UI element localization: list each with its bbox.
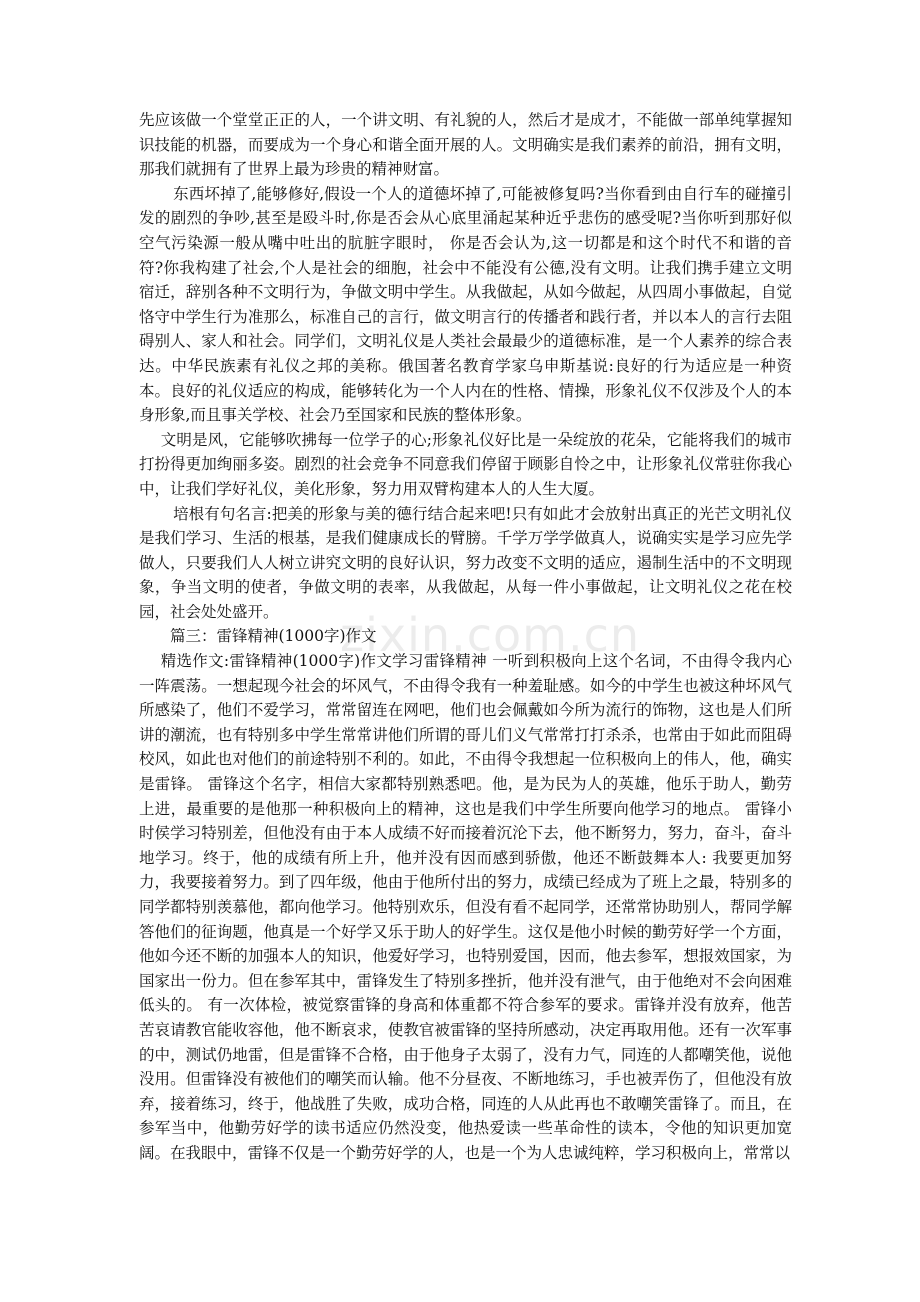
paragraph-3: 文明是风，它能够吹拂每一位学子的心;形象礼仪好比是一朵绽放的花朵，它能将我们的城市打扮得更加绚丽多姿。剧烈的社会竞争不同意我们停留于顾影自怜之中，让形象礼仪常驻你我心中，让我们学好礼仪，美化形象，努力用双臂构建本人的人生大厦。 [139,430,792,498]
paragraph-2: 东西坏掉了,能够修好,假设一个人的道德坏掉了,可能被修复吗?当你看到由自行车的碰撞引发的剧烈的争吵,甚至是殴斗时,你是否会从心底里涌起某种近乎悲伤的感受呢?当你听到那好似空气污染源一般从嘴中吐出的肮脏字眼时， 你是否会认为,这一切都是和这个时代不和谐的音符?你我构建了社会,个人是社会的细胞，社会中不能没有公德,没有文明。让我们携手建立文明宿迁，辞别各种不文明行为，争做文明中学生。从我做起，从如今做起，从四周小事做起，自觉恪守中学生行为准那么，标准自己的言行，做文明言行的传播者和践行者，并以本人的言行去阻碍别人、家人和社会。同学们，文明礼仪是人类社会最最少的道德标准，是一个人素养的综合表达。中华民族素有礼仪之邦的美称。俄国著名教育学家乌申斯基说:良好的行为适应是一种资本。良好的礼仪适应的构成，能够转化为一个人内在的性格、情操，形象礼仪不仅涉及个人的本身形象,而且事关学校、社会乃至国家和民族的整体形象。 [139,184,792,425]
watermark: zixin.com.cn [340,608,641,662]
section-paragraph: 精选作文:雷锋精神(1000字)作文学习雷锋精神 一听到积极向上这个名词，不由得令我内心一阵震荡。一想起现今社会的坏风气，不由得令我有一种羞耻感。如今的中学生也被这种坏风气所感染了，他们不爱学习，常常留连在网吧，他们也会佩戴如今所为流行的饰物，这也是人们所讲的潮流，也有特别多中学生常常讲他们所谓的哥儿们义气常常打打杀杀，也常由于如此而阻碍校风，如此也对他们的前途特别不利的。如此，不由得令我想起一位积极向上的伟人，他，确实是雷锋。 雷锋这个名字，相信大家都特别熟悉吧。他，是为民为人的英雄，他乐于助人，勤劳上进，最重要的是他那一种积极向上的精神，这也是我们中学生所要向他学习的地点。 雷锋小时侯学习特别差，但他没有由于本人成绩不好而接着沉沦下去，他不断努力，努力，奋斗，奋斗地学习。终于，他的成绩有所上升，他并没有因而感到骄傲，他还不断鼓舞本人: 我要更加努力，我要接着努力。到了四年级，他由于他所付出的努力，成绩已经成为了班上之最，特别多的同学都特别羡慕他，都向他学习。他特别欢乐，但没有看不起同学，还常常协助别人，帮同学解答他们的征询题，他真是一个好学又乐于助人的好学生。这仅是他小时候的勤劳好学一个方面，他如今还不断的加强本人的知识，他爱好学习，也特别爱国，因而，他去参军，想报效国家，为国家出一份力。但在参军其中，雷锋发生了特别多挫折，他并没有泄气，由于他绝对不会向困难低头的。 有一次体检，被觉察雷锋的身高和体重都不符合参军的要求。雷锋并没有放弃，他苦苦哀请教官能收容他，他不断哀求，使教官被雷锋的坚持所感动，决定再取用他。还有一次军事的中，测试仍地雷，但是雷锋不合格，由于他身子太弱了，没有力气，同连的人都嘲笑他，说他没用。但雷锋没有被他们的嘲笑而认输。他不分昼夜、不断地练习，手也被弄伤了，但他没有放弃，接着练习，终于，他战胜了失败，成功合格，同连的人从此再也不敢嘲笑雷锋了。而且，在参军当中，他勤劳好学的读书适应仍然没变，他热爱读一些革命性的读本，令他的知识更加宽阔。在我眼中，雷锋不仅是一个勤劳好学的人，也是一个为人忠诚纯粹，学习积极向上，常常以 [139,652,792,1162]
paragraph-1: 先应该做一个堂堂正正的人，一个讲文明、有礼貌的人，然后才是成才，不能做一部单纯掌握知识技能的机器，而要成为一个身心和谐全面开展的人。文明确实是我们素养的前沿，拥有文明，那我们就拥有了世界上最为珍贵的精神财富。 [139,111,792,179]
paragraph-4: 培根有句名言:把美的形象与美的德行结合起来吧!只有如此才会放射出真正的光芒文明礼仪是我们学习、生活的根基，是我们健康成长的臂膀。千学万学学做真人，说确实实是学习应先学做人，只要我们人人树立讲究文明的良好认识，努力改变不文明的适应，遏制生活中的不文明现象，争当文明的使者，争做文明的表率，从我做起，从每一件小事做起，让文明礼仪之花在校园，社会处处盛开。 [139,504,792,621]
section-heading: 篇三：雷锋精神(1000字)作文 [170,627,377,646]
